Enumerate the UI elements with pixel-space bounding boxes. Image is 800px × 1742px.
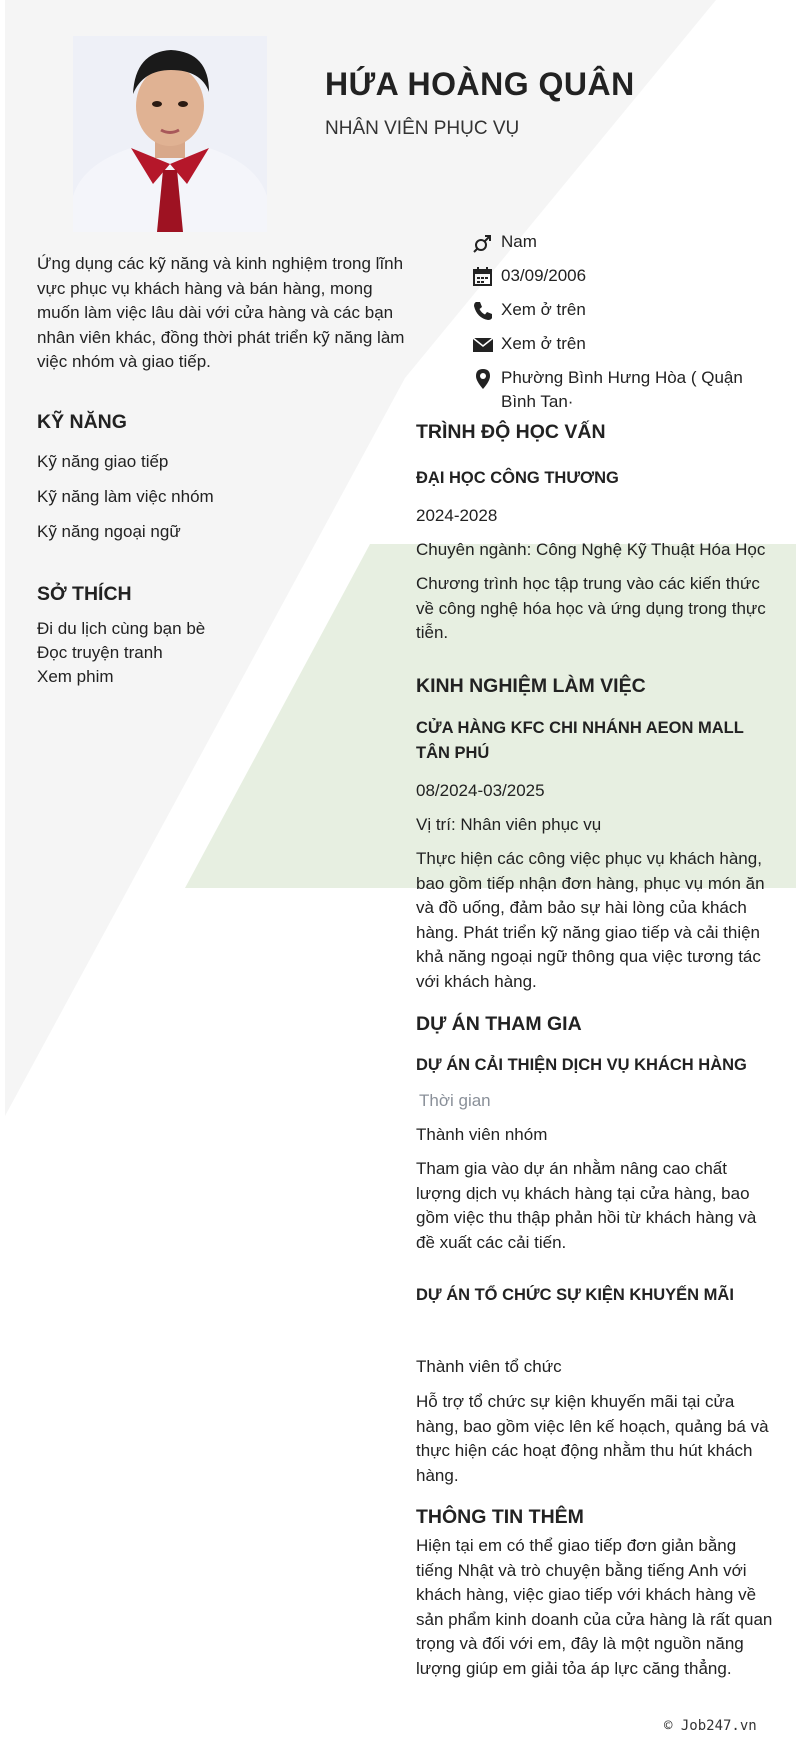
education-period: 2024-2028 (416, 506, 498, 525)
birthday-value: 03/09/2006 (501, 266, 587, 285)
project-name: DỰ ÁN CẢI THIỆN DỊCH VỤ KHÁCH HÀNG (416, 1056, 747, 1074)
gender-icon (472, 232, 494, 254)
education-title: TRÌNH ĐỘ HỌC VẤN (416, 421, 606, 443)
candidate-name: HỨA HOÀNG QUÂN (325, 66, 635, 102)
skill-item: Kỹ năng ngoại ngữ (37, 522, 181, 541)
hobby-item: Đọc truyện tranh (37, 643, 163, 662)
projects-title: DỰ ÁN THAM GIA (416, 1013, 582, 1035)
hobbies-title: SỞ THÍCH (37, 583, 132, 605)
contact-email (472, 332, 782, 356)
project-name: DỰ ÁN TỔ CHỨC SỰ KIỆN KHUYẾN MÃI (416, 1286, 734, 1304)
education-description: Chương trình học tập trung vào các kiến thức về công nghệ hóa học và ứng dụng trong thực tiễn. (416, 574, 766, 642)
footer-credit: © Job247.vn (664, 1718, 757, 1734)
hobby-item: Xem phim (37, 667, 114, 686)
email-value: Xem ở trên (501, 334, 586, 353)
experience-role: Vị trí: Nhân viên phục vụ (416, 815, 602, 834)
contact-info (472, 230, 782, 424)
project-description: Hỗ trợ tổ chức sự kiện khuyến mãi tại cửa hàng, bao gồm việc lên kế hoạch, quảng bá và thực hiện các hoạt động nhằm thu hút khách hàng. (416, 1392, 769, 1485)
gender-value: Nam (501, 232, 537, 251)
experience-description: Thực hiện các công việc phục vụ khách hàng, bao gồm tiếp nhận đơn hàng, phục vụ món ăn và đồ uống, đảm bảo sự hài lòng của khách hàng. Phát triển kỹ năng giao tiếp và cải thiện khả năng ngoại ngữ thông qua việc tương tác với khách hàng. (416, 849, 765, 991)
experience-period: 08/2024-03/2025 (416, 781, 545, 800)
additional-info-title: THÔNG TIN THÊM (416, 1506, 584, 1528)
address-value: Phường Bình Hưng Hòa ( Quận Bình Tan· (501, 368, 743, 411)
contact-address (472, 366, 782, 414)
skill-item: Kỹ năng giao tiếp (37, 452, 169, 471)
skills-title: KỸ NĂNG (37, 411, 127, 433)
candidate-position: NHÂN VIÊN PHỤC VỤ (325, 118, 520, 139)
additional-info-text: Hiện tại em có thể giao tiếp đơn giản bằng tiếng Nhật và trò chuyện bằng tiếng Anh với khách hàng, việc giao tiếp với khách hàng về sản phẩm kinh doanh của cửa hàng là rất quan trọng và đối với em, đây là một nguồn năng lượng giúp em giải tỏa áp lực căng thẳng. (416, 1536, 773, 1678)
project-description: Tham gia vào dự án nhằm nâng cao chất lượng dịch vụ khách hàng tại cửa hàng, bao gồm việc thu thập phản hồi từ khách hàng và đề xuất các cải tiến. (416, 1159, 757, 1252)
skill-item: Kỹ năng làm việc nhóm (37, 487, 214, 506)
hobby-item: Đi du lịch cùng bạn bè (37, 619, 206, 638)
contact-gender (472, 230, 782, 254)
location-pin-icon (472, 368, 494, 390)
contact-phone (472, 298, 782, 322)
project-role: Thành viên tổ chức (416, 1357, 562, 1376)
project-role: Thành viên nhóm (416, 1125, 548, 1144)
career-objective: Ứng dụng các kỹ năng và kinh nghiệm trong lĩnh vực phục vụ khách hàng và bán hàng, mong muốn làm việc lâu dài với cửa hàng và các bạn nhân viên khác, đồng thời phát triển kỹ năng làm việc nhóm và giao tiếp. (37, 254, 405, 371)
phone-icon (472, 300, 494, 322)
contact-birthday (472, 264, 782, 288)
envelope-icon (472, 334, 494, 356)
experience-company: CỬA HÀNG KFC CHI NHÁNH AEON MALL TÂN PHÚ (416, 719, 744, 762)
education-school: ĐẠI HỌC CÔNG THƯƠNG (416, 469, 619, 487)
profile-photo (73, 36, 267, 232)
phone-value: Xem ở trên (501, 300, 586, 319)
experience-title: KINH NGHIỆM LÀM VIỆC (416, 675, 646, 697)
calendar-icon (472, 266, 494, 288)
project-time: Thời gian (419, 1091, 491, 1110)
education-major: Chuyên ngành: Công Nghệ Kỹ Thuật Hóa Học (416, 540, 766, 559)
